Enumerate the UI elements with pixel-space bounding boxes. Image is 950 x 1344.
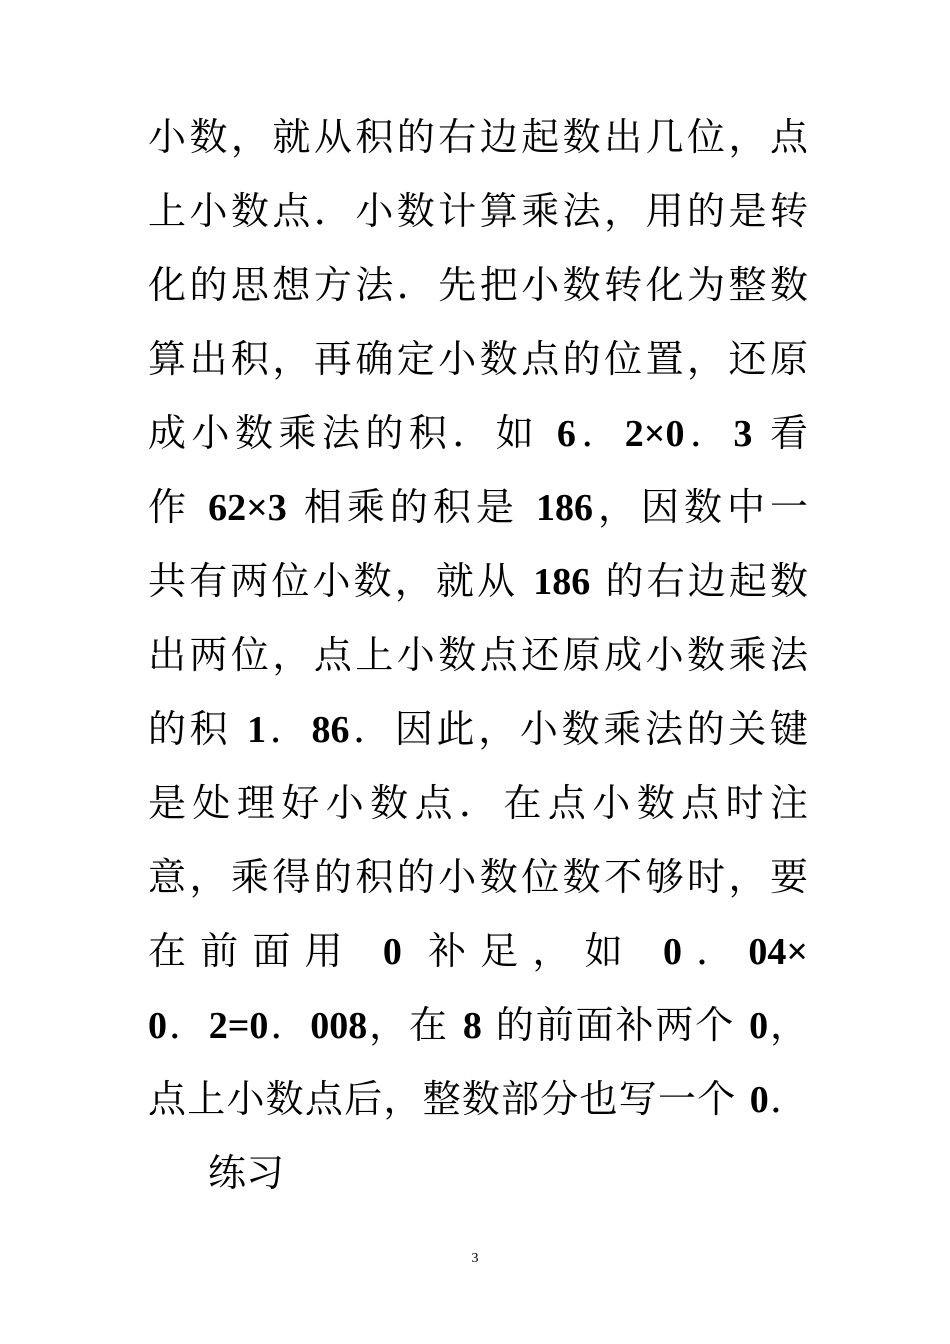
page-number: 3	[471, 1251, 479, 1266]
text-line-2: 上小数点．小数计算乘法，用的是转	[148, 189, 808, 233]
text-line-8: 出两位，点上小数点还原成小数乘法	[148, 633, 808, 677]
text-line-13: 0．2=0．008，在 8 的前面补两个 0，	[148, 1003, 808, 1047]
text-line-14: 点上小数点后，整数部分也写一个 0．	[148, 1077, 808, 1121]
text-line-6: 作 62×3 相乘的积是 186，因数中一	[148, 485, 808, 529]
text-line-3: 化的思想方法．先把小数转化为整数	[148, 263, 808, 307]
text-line-1: 小数，就从积的右边起数出几位，点	[148, 115, 808, 159]
body-paragraph	[148, 100, 808, 1210]
section-heading: 练习	[208, 1151, 285, 1195]
text-line-12: 在前面用 0 补足，如 0．04×	[148, 929, 808, 973]
text-line-5: 成小数乘法的积．如 6．2×0．3 看	[148, 411, 808, 455]
text-line-10: 是处理好小数点．在点小数点时注	[148, 781, 808, 825]
text-line-9: 的积 1．86．因此，小数乘法的关键	[148, 707, 808, 751]
text-line-4: 算出积，再确定小数点的位置，还原	[148, 337, 808, 381]
text-line-7: 共有两位小数，就从 186 的右边起数	[148, 559, 808, 603]
text-line-11: 意，乘得的积的小数位数不够时，要	[148, 855, 808, 899]
